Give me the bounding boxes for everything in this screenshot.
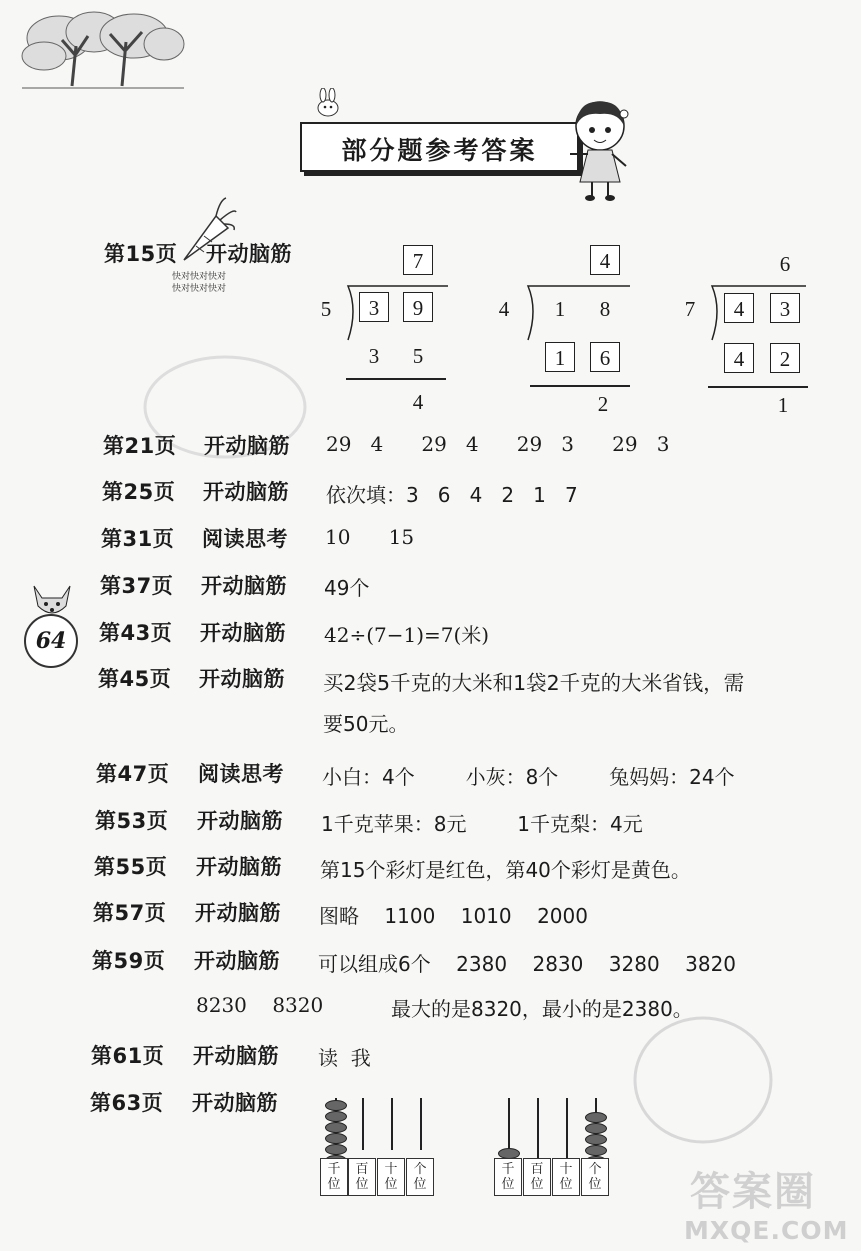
quotient: 6 — [779, 252, 791, 276]
row-label: 开动脑筋 — [196, 855, 282, 879]
row-page: 第57页 — [93, 901, 167, 925]
product-box: 2 — [770, 343, 800, 373]
quotient-box: 4 — [590, 245, 620, 275]
abacus-place-label: 百 位 — [348, 1158, 376, 1196]
abacus-bead — [585, 1123, 607, 1134]
abacus-rod — [391, 1098, 393, 1150]
dividend-box: 9 — [403, 292, 433, 322]
row-answer: 图略 1100 1010 2000 — [319, 904, 588, 928]
page-number: 64 — [24, 614, 78, 668]
abacus-place-label: 十 位 — [377, 1158, 405, 1196]
product-digit: 3 — [368, 344, 380, 368]
row-answer: 42÷(7−1)=7(米) — [324, 623, 490, 647]
abacus-bead — [585, 1145, 607, 1156]
row-label: 开动脑筋 — [192, 1091, 278, 1115]
row-answer: 依次填：3 6 4 2 1 7 — [326, 483, 578, 507]
watermark-note: 快对快对快对 — [172, 272, 227, 282]
row-answer: 29 4 29 4 29 3 29 3 — [326, 432, 670, 456]
row-page: 第37页 — [100, 574, 174, 598]
product-digit: 5 — [412, 344, 424, 368]
row-answer: 第15个彩灯是红色，第40个彩灯是黄色。 — [320, 858, 691, 882]
row-label: 开动脑筋 — [193, 1044, 279, 1068]
divisor: 5 — [320, 297, 332, 321]
carrot-icon — [176, 194, 238, 266]
product-box: 4 — [724, 343, 754, 373]
row-label: 开动脑筋 — [200, 621, 286, 645]
dividend-box: 3 — [359, 292, 389, 322]
product-box: 1 — [545, 342, 575, 372]
abacus-bead — [325, 1100, 347, 1111]
watermark-note: 快对快对快对 — [172, 284, 227, 294]
row-page: 第55页 — [94, 855, 168, 879]
abacus-rod — [420, 1098, 422, 1150]
row-page: 第15页 — [104, 242, 178, 266]
remainder: 4 — [412, 390, 424, 414]
row-label: 开动脑筋 — [206, 242, 292, 266]
divisor: 4 — [498, 297, 510, 321]
row-page: 第25页 — [102, 480, 176, 504]
divisor: 7 — [684, 297, 696, 321]
row-label: 阅读思考 — [202, 527, 288, 551]
row-answer: 可以组成6个 2380 2830 3280 3820 — [318, 952, 737, 976]
division-line — [530, 385, 630, 387]
quotient-box: 7 — [403, 245, 433, 275]
abacus-bead — [325, 1144, 347, 1155]
row-answer: 小白：4个 小灰：8个 兔妈妈：24个 — [322, 765, 735, 789]
row-answer-continued: 最大的是8320，最小的是2380。 — [391, 997, 693, 1021]
abacus-place-label: 十 位 — [552, 1158, 580, 1196]
row-answer: 买2袋5千克的大米和1袋2千克的大米省钱，需 — [323, 671, 745, 695]
row-answer: 读 我 — [318, 1046, 371, 1070]
row-page: 第47页 — [96, 762, 170, 786]
abacus-1 — [316, 1092, 441, 1202]
dividend-digit: 1 — [554, 297, 566, 321]
dividend-digit: 8 — [599, 297, 611, 321]
trees-illustration — [14, 6, 189, 92]
page-title: 部分题参考答案 — [341, 136, 538, 165]
row-page: 第59页 — [92, 949, 166, 973]
row-label: 开动脑筋 — [203, 480, 289, 504]
row-page: 第43页 — [99, 621, 173, 645]
row-answer: 10 15 — [325, 525, 415, 549]
abacus-place-label: 百 位 — [523, 1158, 551, 1196]
division-bracket — [516, 284, 634, 344]
dividend-box: 4 — [724, 293, 754, 323]
row-label: 开动脑筋 — [194, 949, 280, 973]
abacus-place-label: 个 位 — [406, 1158, 434, 1196]
product-box: 6 — [590, 342, 620, 372]
remainder: 1 — [777, 393, 789, 417]
row-answer-continued: 8230 8320 — [196, 993, 324, 1017]
dividend-box: 3 — [770, 293, 800, 323]
row-page: 第45页 — [98, 667, 172, 691]
row-page: 第31页 — [101, 527, 175, 551]
abacus-2 — [491, 1092, 616, 1202]
abacus-place-label: 个 位 — [581, 1158, 609, 1196]
row-label: 阅读思考 — [198, 762, 284, 786]
abacus-bead — [325, 1133, 347, 1144]
watermark-stamp — [628, 1010, 778, 1150]
row-answer: 49个 — [324, 576, 370, 600]
row-label: 开动脑筋 — [199, 667, 285, 691]
row-page: 第63页 — [90, 1091, 164, 1115]
row-label: 开动脑筋 — [201, 574, 287, 598]
row-label: 开动脑筋 — [195, 901, 281, 925]
row-answer: 1千克苹果：8元 1千克梨：4元 — [321, 812, 643, 836]
abacus-bead — [325, 1122, 347, 1133]
abacus-rod — [362, 1098, 364, 1150]
abacus-bead — [585, 1134, 607, 1145]
row-answer-continued: 要50元。 — [323, 712, 409, 736]
abacus-rod — [537, 1098, 539, 1160]
footer-url: MXQE.COM — [684, 1216, 849, 1245]
footer-logo: 答案圈 — [690, 1169, 816, 1215]
division-line — [708, 386, 808, 388]
title-banner — [300, 122, 579, 172]
row-page: 第53页 — [95, 809, 169, 833]
abacus-rod — [566, 1098, 568, 1160]
division-bracket — [336, 284, 452, 344]
division-line — [346, 378, 446, 380]
bunny-icon — [312, 88, 346, 118]
remainder: 2 — [597, 392, 609, 416]
abacus-bead — [585, 1112, 607, 1123]
row-label: 开动脑筋 — [204, 434, 290, 458]
row-page: 第21页 — [103, 434, 177, 458]
abacus-bead — [325, 1111, 347, 1122]
row-label: 开动脑筋 — [197, 809, 283, 833]
abacus-place-label: 千 位 — [494, 1158, 522, 1196]
row-page: 第61页 — [91, 1044, 165, 1068]
abacus-place-label: 千 位 — [320, 1158, 348, 1196]
girl-illustration — [560, 92, 638, 204]
